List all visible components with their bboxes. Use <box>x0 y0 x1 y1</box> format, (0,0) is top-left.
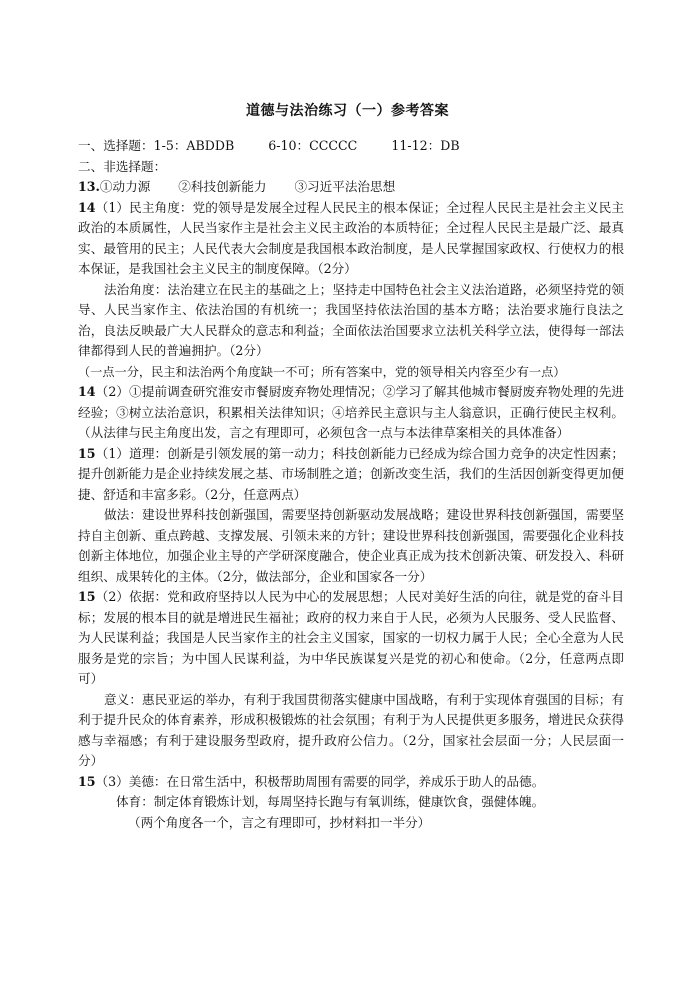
q15-3-virtue-text: （3）美德：在日常生活中，积极帮助周围有需要的同学，养成乐于助人的品德。 <box>95 773 545 789</box>
q15-1-practice: 做法：建设世界科技创新强国，需要坚持创新驱动发展战略；建设世界科技创新强国，需要坚持自主创新、重点跨越、支撑发展、引领未来的方针；建设世界科技创新强国，需要强化企业科技创新主体地位，加强企业主导的产学研深度融合，使企业真正成为技术创新决策、研发投入、科研组织、成果转化的主体。（2分，做法部分，企业和国家各一分） <box>78 507 624 584</box>
document-body <box>78 136 624 833</box>
q15-3-scoring-note: （两个角度各一个，言之有理即可，抄材料扣一半分） <box>128 814 431 830</box>
q14-1-number: 14 <box>78 199 96 215</box>
q13-item-1: ①动力源 <box>99 179 151 194</box>
q13-answers <box>78 177 624 198</box>
q14-1-rule-of-law: 法治角度：法治建立在民主的基础之上；坚持走中国特色社会主义法治道路，必须坚持党的领导、人民当家作主、依法治国的有机统一；我国坚持依法治国的基本方略；法治要求施行良法之治，良法反映最广大人民群众的意志和利益；全面依法治国要求立法机关科学立法，使得每一部法律都得到人民的普遍拥护。（2分） <box>78 281 624 358</box>
q14-2-text: （2）①提前调查研究淮安市餐厨废弃物处理情况；②学习了解其他城市餐厨废弃物处理的先进经验；③树立法治意识，积累相关法律知识；④培养民主意识与主人翁意识，正确行使民主权利。（从法律与民主角度出发，言之有理即可，必须包含一点与本法律草案相关的具体准备） <box>78 384 624 440</box>
q15-2-basis <box>78 587 624 690</box>
q14-2-number: 14 <box>78 384 96 399</box>
q15-2-significance: 意义：惠民亚运的举办，有利于我国贯彻落实健康中国战略，有利于实现体育强国的目标；有利于提升民众的体育素养，形成积极锻炼的社会氛围；有利于为人民提供更多服务，增进民众获得感与幸福感；有利于建设服务型政府，提升政府公信力。（2分，国家社会层面一分；人民层面一分） <box>78 691 624 768</box>
q15-3-sports: 体育：制定体育锻炼计划，每周坚持长跑与有氧训练，健康饮食，强健体魄。 <box>116 794 545 809</box>
mc-part-1: 1-5：ABDDB <box>153 138 235 153</box>
mc-part-2: 6-10：CCCCC <box>268 138 358 153</box>
q15-1-reason <box>78 444 624 506</box>
nonchoice-heading: 二、非选择题： <box>78 158 167 174</box>
q13-item-3: ③习近平法治思想 <box>294 179 396 194</box>
q15-2-basis-text: （2）依据：党和政府坚持以人民为中心的发展思想；人民对美好生活的向往，就是党的奋斗目标；发展的根本目的就是增进民生福祉；政府的权力来自于人民，必须为人民服务、受人民监督、为人民谋利益；我国是人民当家作主的社会主义国家，国家的一切权力属于人民；全心全意为人民服务是党的宗旨；为中国人民谋利益，为中华民族谋复兴是党的初心和使命。（2分，任意两点即可） <box>78 589 624 686</box>
q13-number: 13. <box>78 179 100 194</box>
q15-1-reason-text: （1）道理：创新是引领发展的第一动力；科技创新能力已经成为综合国力竞争的决定性因素；提升创新能力是企业持续发展之基、市场制胜之道；创新改变生活，我们的生活因创新变得更加便捷、舒适和丰富多彩。（2分，任意两点） <box>78 445 624 502</box>
q15-3-number: 15 <box>78 773 96 789</box>
multiple-choice-answers <box>78 136 624 157</box>
q14-1-democracy <box>78 198 624 280</box>
document-title: 道德与法治练习（一）参考答案 <box>246 103 449 119</box>
q14-1-scoring-note: （一点一分，民主和法治两个角度缺一不可；所有答案中，党的领导相关内容至少有一点） <box>78 364 566 379</box>
q14-1-democracy-text: （1）民主角度：党的领导是发展全过程人民民主的根本保证；全过程人民民主是社会主义民主政治的本质属性，人民当家作主是社会主义民主政治的本质特征；全过程人民民主是最广泛、最真实、最管用的民主；人民代表大会制度是我国根本政治制度，是人民掌握国家政权、行使权力的根本保证，是我国社会主义民主的制度保障。（2分） <box>78 199 624 276</box>
mc-label: 一、选择题： <box>78 138 154 153</box>
q14-2-answer <box>78 382 624 444</box>
mc-part-3: 11-12：DB <box>391 138 460 153</box>
q15-2-number: 15 <box>78 589 96 604</box>
q15-3-virtue <box>78 772 624 793</box>
q13-item-2: ②科技创新能力 <box>178 179 267 194</box>
q15-1-number: 15 <box>78 445 96 461</box>
